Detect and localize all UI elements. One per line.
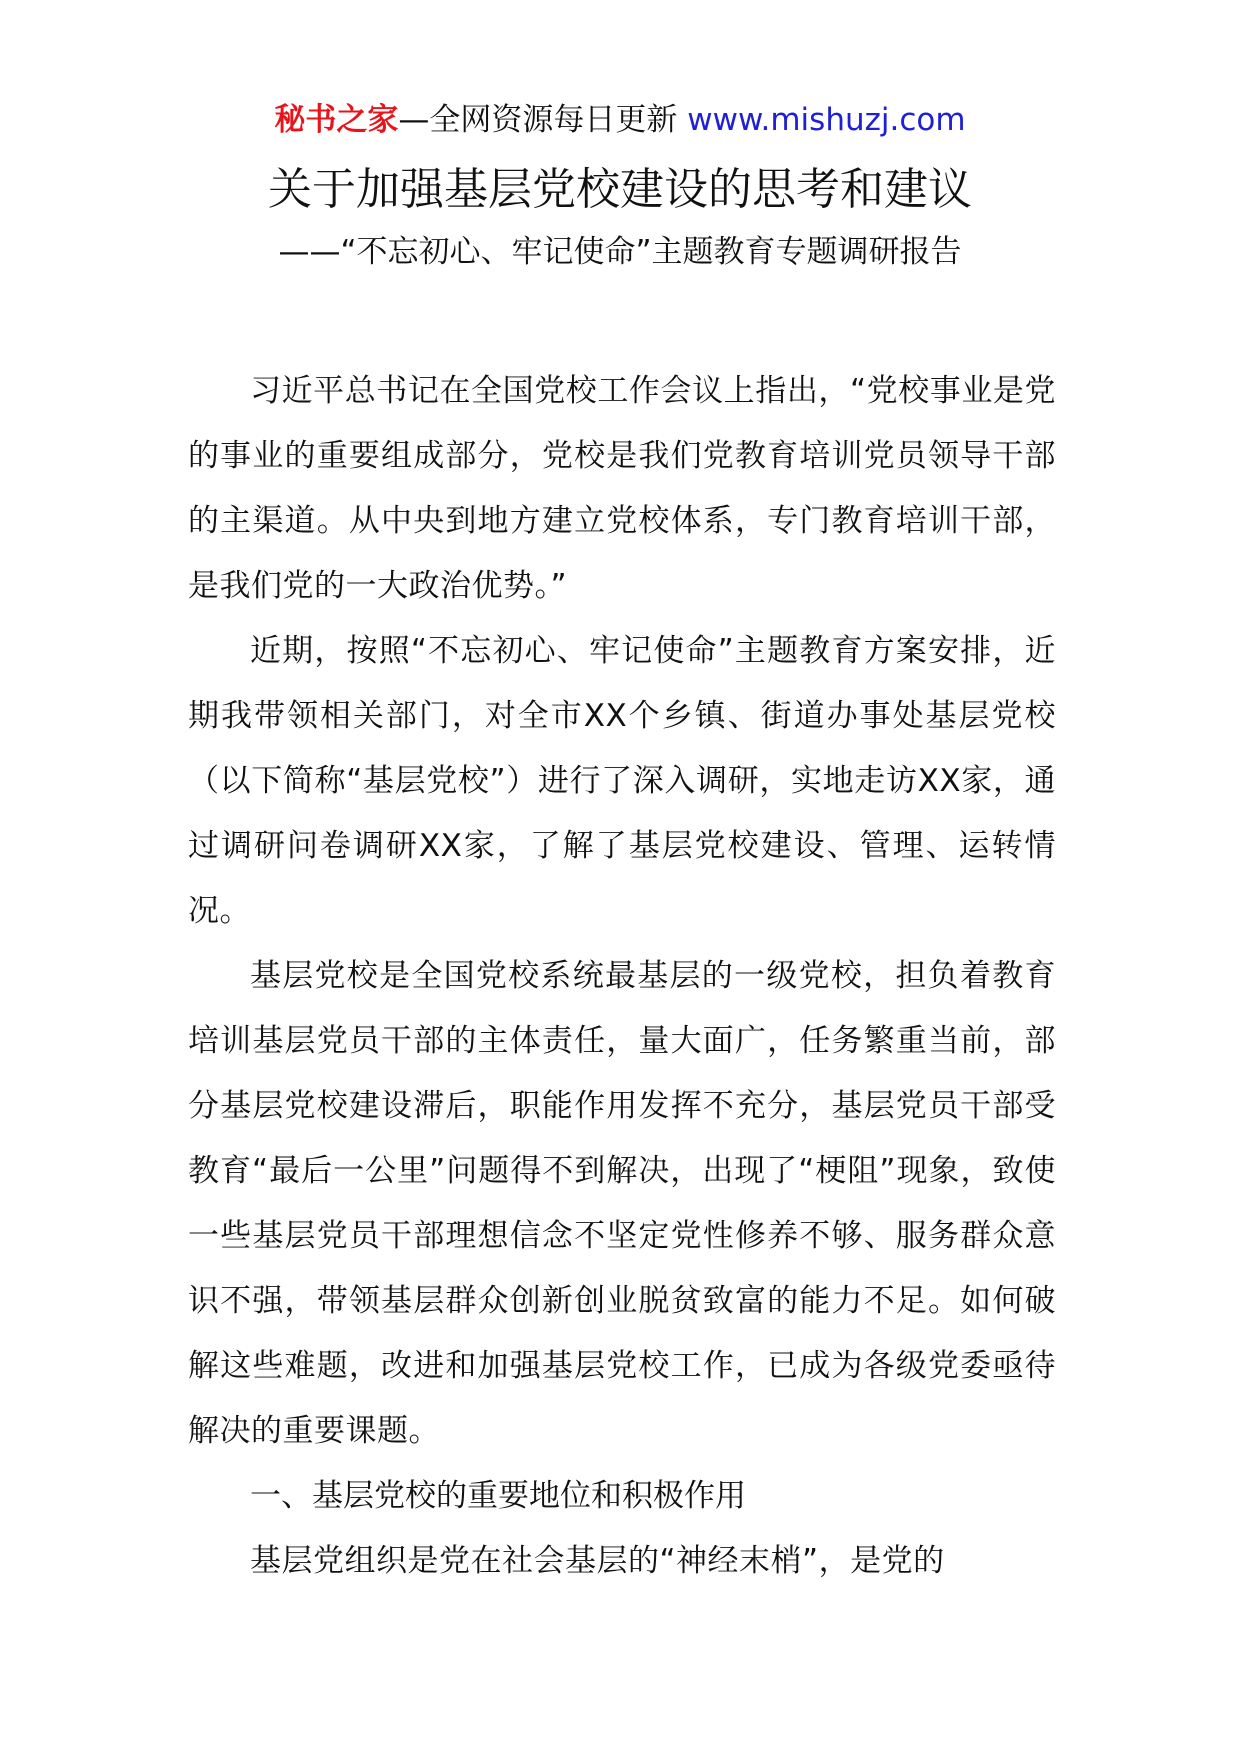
body-paragraph: 基层党组织是党在社会基层的“神经末梢”，是党的 — [250, 1543, 945, 1579]
document-subtitle: ——“不忘初心、牢记使命”主题教育专题调研报告 — [278, 234, 962, 270]
body-paragraph: 习近平总书记在全国党校工作会议上指出，“党校事业是党的事业的重要组成部分，党校是我们党教育培训党员领导干部的主渠道。从中央到地方建立党校体系，专门教育培训干部，是我们党的一大政治优势。” — [188, 373, 1056, 604]
brand-name: 秘书之家 — [274, 102, 399, 138]
document-title: 关于加强基层党校建设的思考和建议 — [268, 164, 972, 215]
header-tagline: —全网资源每日更新 — [398, 102, 678, 138]
body-paragraph: 基层党校是全国党校系统最基层的一级党校，担负着教育培训基层党员干部的主体责任，量大面广，任务繁重当前，部分基层党校建设滞后，职能作用发挥不充分，基层党员干部受教育“最后一公里”问题得不到解决，出现了“梗阻”现象，致使一些基层党员干部理想信念不坚定党性修养不够、服务群众意识不强，带领基层群众创新创业脱贫致富的能力不足。如何破解这些难题，改进和加强基层党校工作，已成为各级党委亟待解决的重要课题。 — [188, 958, 1056, 1449]
document-body — [188, 359, 1056, 1594]
body-paragraph: 近期，按照“不忘初心、牢记使命”主题教育方案安排，近期我带领相关部门，对全市XX个乡镇、街道办事处基层党校（以下简称“基层党校”）进行了深入调研，实地走访XX家，通过调研问卷调研XX家，了解了基层党校建设、管理、运转情况。 — [188, 633, 1056, 929]
section-heading: 一、基层党校的重要地位和积极作用 — [250, 1478, 746, 1514]
site-header — [0, 100, 1240, 140]
site-url-link[interactable]: www.mishuzj.com — [687, 102, 966, 138]
